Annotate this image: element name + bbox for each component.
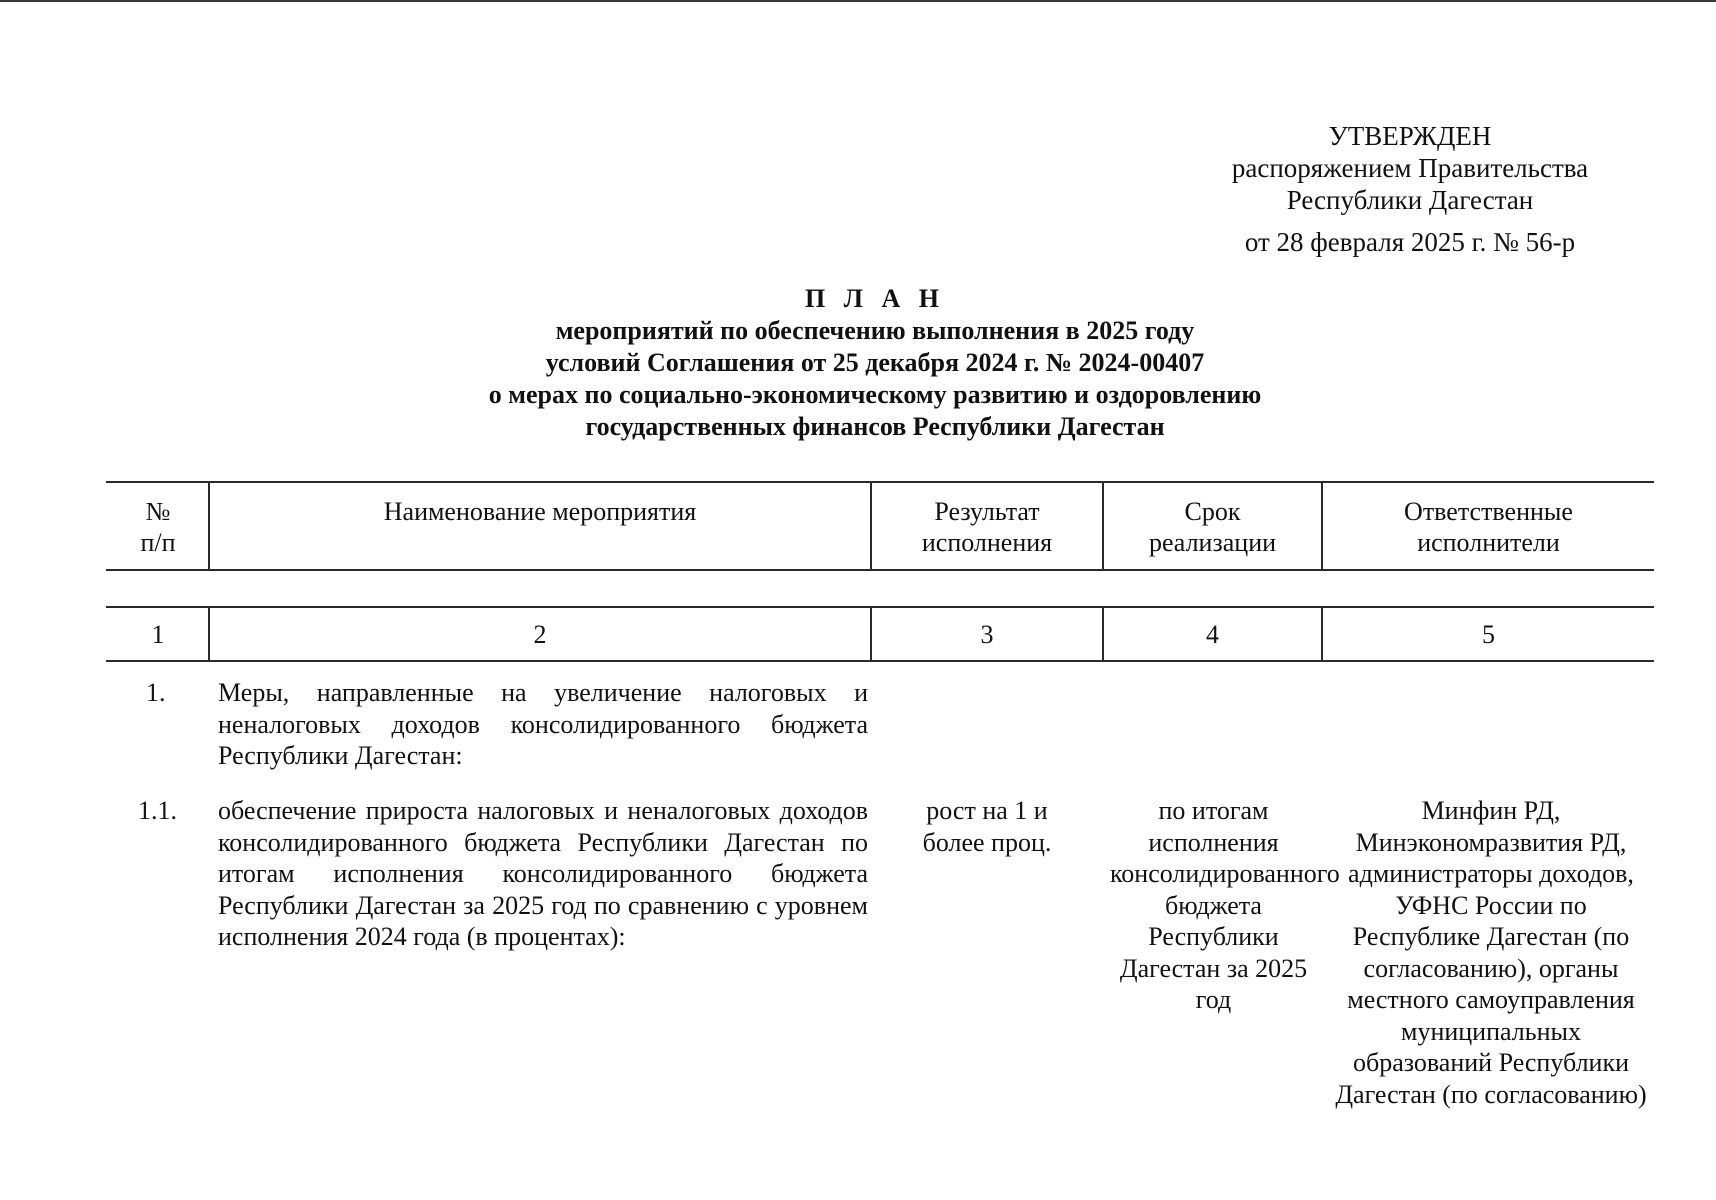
approval-authority: распоряжением Правительства xyxy=(1231,153,1589,183)
row-1-1-term: по итогам исполнения консолидированного бюджета Республики Дагестан за 2025 год xyxy=(1110,796,1340,1014)
approval-region: Республики Дагестан xyxy=(1286,185,1534,215)
column-number-4: 4 xyxy=(1206,620,1219,649)
header-term-line-2: реализации xyxy=(1148,528,1277,557)
header-number xyxy=(108,496,208,558)
table-rule-numbers-bottom xyxy=(106,660,1654,662)
row-1-1-number: 1.1. xyxy=(138,796,177,825)
title-line-3: о мерах по социально-экономическому развитию и оздоровлению xyxy=(488,380,1262,409)
table-rule-header-bottom xyxy=(106,569,1654,571)
page-top-edge xyxy=(0,0,1716,2)
table-rule-top xyxy=(106,481,1654,483)
title-line-2: условий Соглашения от 25 декабря 2024 г. № 2024-00407 xyxy=(545,348,1205,377)
title-plan: П Л А Н xyxy=(804,284,946,313)
title-line-4: государственных финансов Республики Дагестан xyxy=(585,412,1165,441)
header-name xyxy=(210,496,870,527)
row-1-1-name: обеспечение прироста налоговых и неналоговых доходов консолидированного бюджета Республики Дагестан по итогам исполнения консолидированного бюджета Республики Дагестан за 2025 год по сравнению с уровнем исполнения 2024 года (в процентах): xyxy=(218,796,868,951)
row-1-1-result: рост на 1 и более проц. xyxy=(922,796,1052,857)
row-1-number: 1. xyxy=(146,678,166,707)
column-number-5: 5 xyxy=(1482,620,1495,649)
header-result-line-2: исполнения xyxy=(921,528,1053,557)
header-result-line-1: Результат xyxy=(934,497,1040,526)
document-title xyxy=(380,283,1370,443)
header-term xyxy=(1104,496,1321,558)
header-name-label: Наименование мероприятия xyxy=(383,497,697,526)
header-number-abbr: п/п xyxy=(140,528,176,557)
approval-date: от 28 февраля 2025 г. № 56-р xyxy=(1244,227,1576,257)
row-1-1-responsible: Минфин РД, Минэкономразвития РД, администраторы доходов, УФНС России по Республике Дагестан (по согласованию), органы местного самоуправления муниципальных образований Республики Дагестан (по согласованию) xyxy=(1335,796,1647,1109)
approval-heading: УТВЕРЖДЕН xyxy=(1328,121,1492,151)
approval-block xyxy=(1180,120,1640,258)
header-responsible xyxy=(1323,496,1654,558)
table-rule-numbers-top xyxy=(106,606,1654,608)
column-number-3: 3 xyxy=(980,620,994,649)
column-number-1: 1 xyxy=(151,620,165,649)
row-1-name: Меры, направленные на увеличение налоговых и неналоговых доходов консолидированного бюджета Республики Дагестан: xyxy=(218,678,868,770)
header-number-sign: № xyxy=(145,497,171,526)
header-responsible-line-1: Ответственные xyxy=(1404,497,1573,526)
header-responsible-line-2: исполнители xyxy=(1417,528,1560,557)
header-result xyxy=(872,496,1102,558)
header-term-line-1: Срок xyxy=(1184,497,1241,526)
column-number-2: 2 xyxy=(533,620,547,649)
title-line-1: мероприятий по обеспечению выполнения в 2025 году xyxy=(555,316,1195,345)
